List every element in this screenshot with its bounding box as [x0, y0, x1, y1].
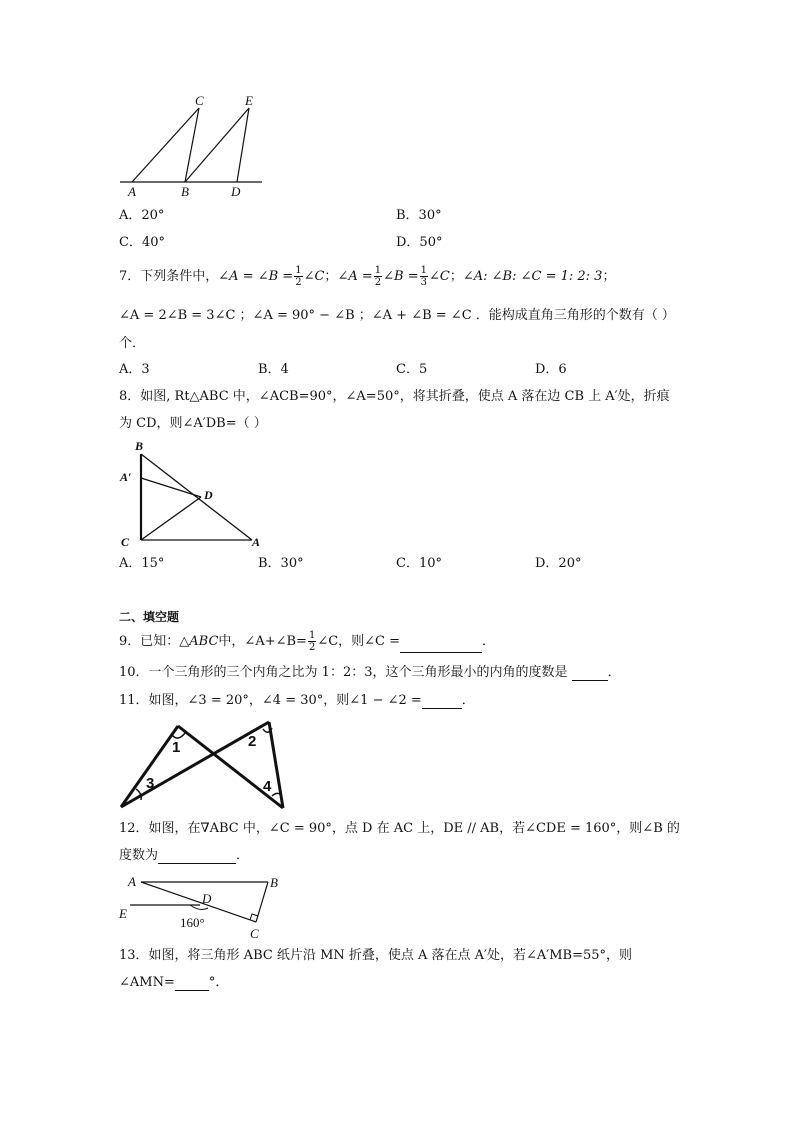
- answer-blank[interactable]: [175, 978, 209, 991]
- q6-option-a: A．20°: [119, 208, 165, 223]
- fraction-half: $\frac{1}{2}$: [308, 630, 316, 653]
- point-label-C: C: [195, 93, 204, 108]
- q6-option-d: D．50°: [396, 235, 443, 250]
- q7-line1: 7．下列条件中，∠A = ∠B = $\frac{1}{2}$ ∠C；∠A = $\frac{1}{2}$ ∠B = $\frac{1}{3}$ ∠C；∠A: ∠B: ∠C = 1: 2: 3；: [119, 265, 616, 288]
- angle-label-160: 160°: [180, 915, 205, 930]
- q8-line1: 8．如图, Rt△ABC 中，∠ACB=90°，∠A=50°，将其折叠，使点 A 落在边 CB 上 A′处，折痕: [119, 389, 670, 404]
- point-label-B: B: [135, 439, 144, 453]
- q7-option-a: A．3: [119, 362, 150, 377]
- point-label-B: B: [270, 875, 278, 890]
- q8-option-d: D．20°: [535, 556, 582, 571]
- point-label-D: D: [204, 488, 213, 502]
- q7-line2: ∠A = 2∠B = 3∠C ；∠A = 90° − ∠B ；∠A + ∠B = ∠C ．能构成直角三角形的个数有（ ）: [119, 308, 675, 323]
- point-label-A: A: [128, 184, 136, 199]
- q8-option-b: B．30°: [258, 556, 304, 571]
- q8-option-a: A．15°: [119, 556, 165, 571]
- q7-line3: 个．: [119, 336, 146, 351]
- q12-line1: 12．如图，在∇ABC 中，∠C = 90°，点 D 在 AC 上，DE // AB，若∠CDE = 160°，则∠B 的: [119, 821, 680, 836]
- point-label-E: E: [245, 93, 253, 108]
- point-label-A-prime: A′: [120, 470, 132, 484]
- q6-option-b: B．30°: [396, 208, 442, 223]
- point-label-E: E: [119, 906, 127, 921]
- point-label-C: C: [250, 926, 259, 941]
- q8-line2: 为 CD，则∠A′DB=（ ）: [119, 416, 267, 431]
- angle-label-1: 1: [172, 739, 181, 756]
- q13-line2: ∠AMN= °．: [119, 975, 229, 990]
- point-label-A: A: [128, 874, 136, 889]
- point-label-C: C: [121, 535, 130, 549]
- point-label-B: B: [181, 184, 189, 199]
- point-label-D: D: [231, 184, 241, 199]
- q7-option-b: B．4: [258, 362, 289, 377]
- angle-label-2: 2: [248, 733, 257, 750]
- angle-label-4: 4: [263, 778, 272, 795]
- q9-line: 9．已知：△ABC中，∠A+∠B= $\frac{1}{2}$ ∠C，则∠C = ．: [119, 630, 496, 653]
- section-title: 二、填空题: [119, 610, 180, 624]
- angle-label-3: 3: [146, 775, 155, 792]
- point-label-D: D: [202, 891, 212, 906]
- q12-line2: 度数为 ．: [119, 848, 250, 863]
- q13-line1: 13．如图，将三角形 ABC 纸片沿 MN 折叠，使点 A 落在点 A′处，若∠A′MB=55°，则: [119, 948, 633, 963]
- q10-line: 10．一个三角形的三个内角之比为 1：2：3，这个三角形最小的内角的度数是 ．: [119, 665, 621, 680]
- q8-option-c: C．10°: [396, 556, 442, 571]
- point-label-A: A: [252, 535, 261, 549]
- q11-line: 11．如图，∠3 = 20°，∠4 = 30°，则∠1 − ∠2 = ．: [119, 693, 475, 708]
- q7-option-d: D．6: [535, 362, 567, 377]
- q7-option-c: C．5: [396, 362, 428, 377]
- fraction-half-2: $\frac{1}{2}$: [374, 265, 382, 288]
- fraction-third: $\frac{1}{3}$: [420, 265, 427, 288]
- q6-option-c: C．40°: [119, 235, 165, 250]
- fraction-half: $\frac{1}{2}$: [295, 265, 302, 288]
